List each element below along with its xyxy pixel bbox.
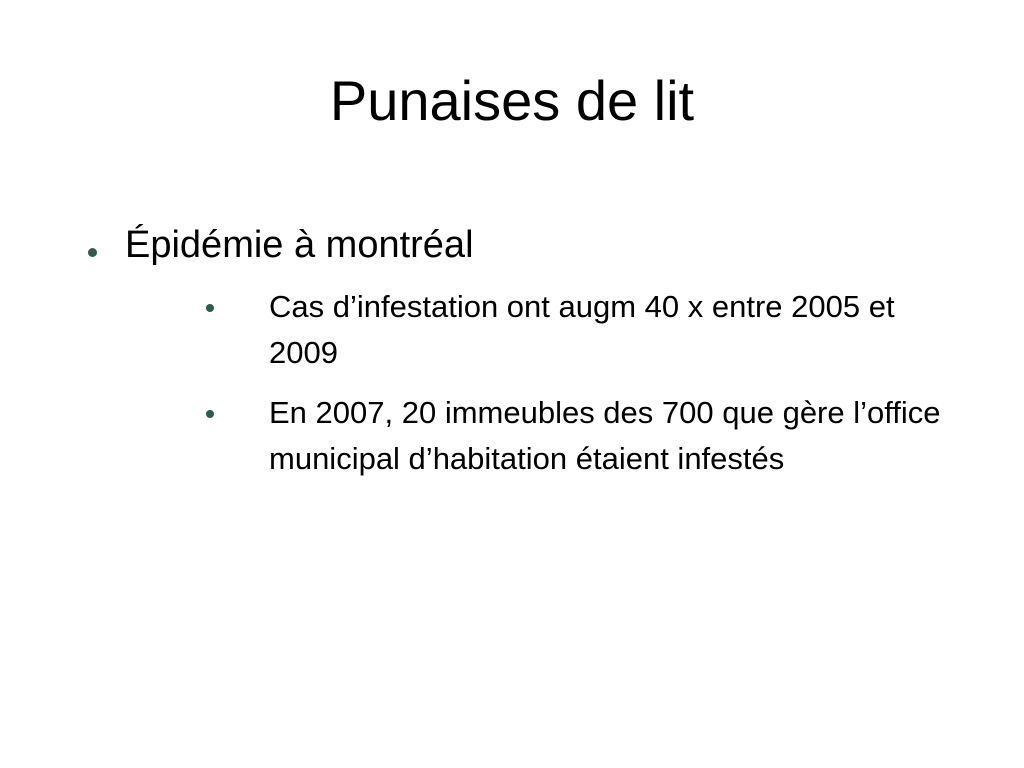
sub-bullet-text: En 2007, 20 immeubles des 700 que gère l’office municipal d’habitation étaient infestés [269, 395, 941, 476]
sub-bullet-dot-icon [206, 410, 214, 418]
sub-bullet-dot-icon [206, 304, 214, 312]
slide-title: Punaises de lit [329, 69, 695, 132]
bullet-text: Épidémie à montréal [125, 224, 474, 266]
sub-bullet-text: Cas d’infestation ont augm 40 x entre 2005 et 2009 [269, 289, 895, 370]
bullet-dot-icon [88, 248, 97, 257]
